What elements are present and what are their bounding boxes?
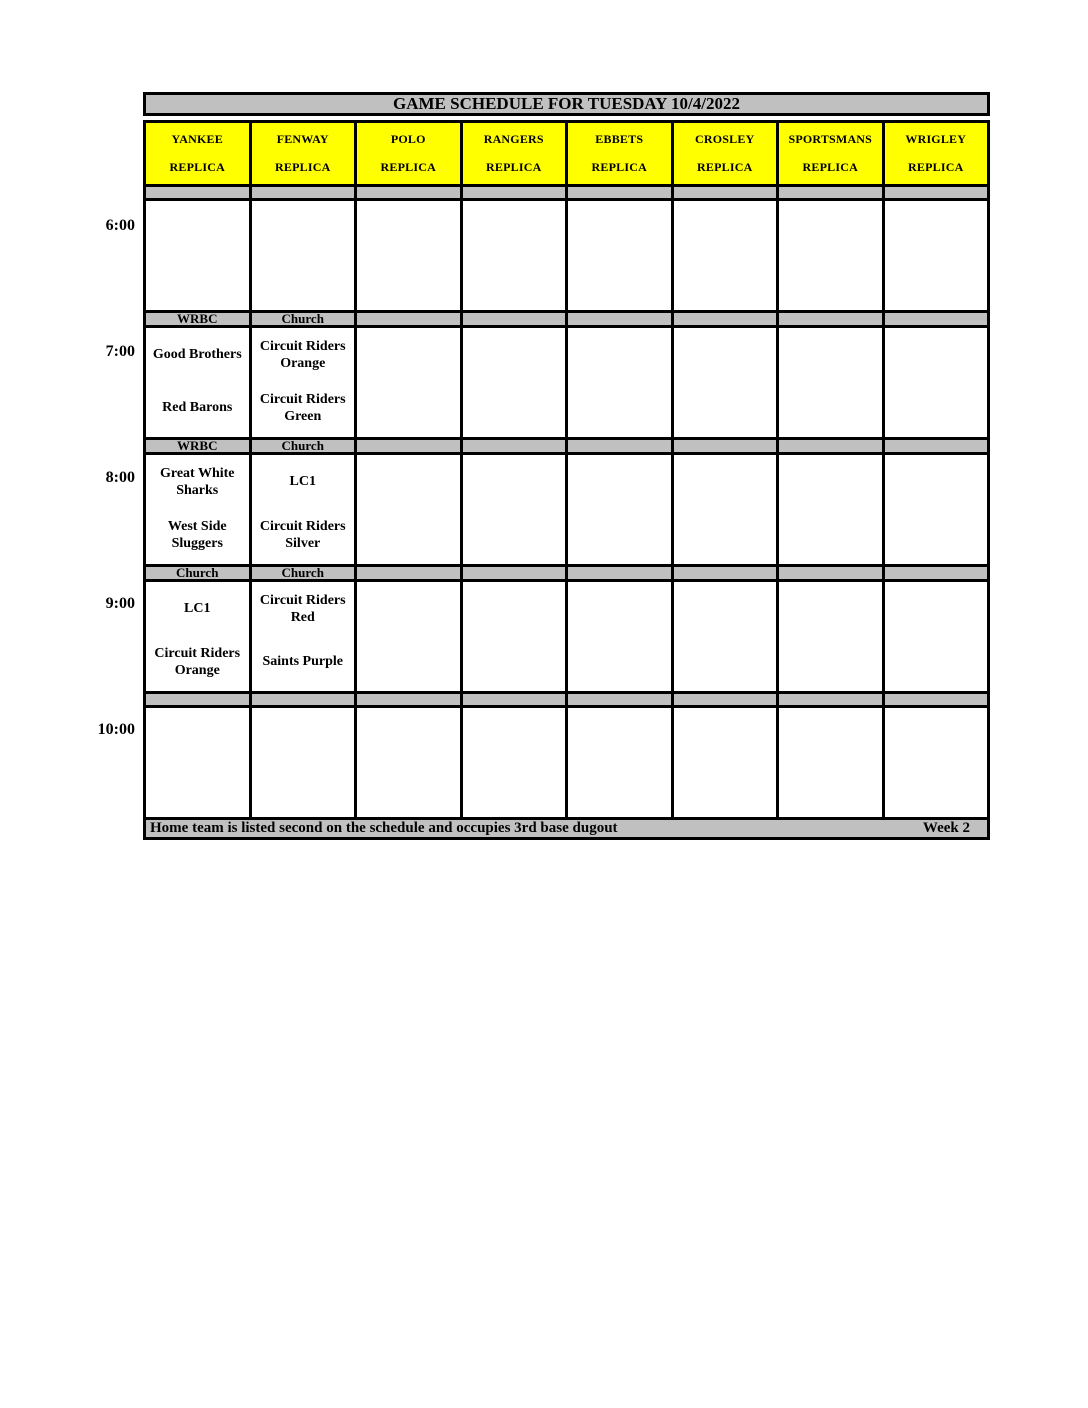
game-cell: [778, 454, 884, 566]
game-cell: [778, 581, 884, 693]
game-cell: [250, 454, 356, 566]
home-team: [568, 761, 671, 814]
venue-header-sportsmans: [778, 122, 884, 186]
venue-name: FENWAY: [276, 132, 329, 146]
away-team: [779, 201, 882, 254]
away-team: LC1: [289, 474, 316, 489]
band-cell: [883, 439, 989, 454]
away-team: [568, 328, 671, 381]
home-team: [463, 635, 566, 688]
hour-row-10: [145, 707, 989, 819]
home-team: [885, 381, 988, 434]
home-team: [779, 254, 882, 307]
game-cell: [145, 581, 251, 693]
band-cell: [778, 693, 884, 707]
game-cell: [567, 707, 673, 819]
home-team: [568, 635, 671, 688]
home-team: [146, 761, 249, 814]
band-cell: [883, 566, 989, 581]
venue-type: REPLICA: [275, 160, 331, 174]
band-cell: [883, 312, 989, 327]
home-team: [357, 635, 460, 688]
game-cell: [567, 581, 673, 693]
venue-type: REPLICA: [591, 160, 647, 174]
band-cell: [567, 312, 673, 327]
band-cell: [461, 186, 567, 200]
band-cell: Church: [250, 566, 356, 581]
home-team: [252, 761, 355, 814]
away-team: Circuit Riders Red: [259, 592, 346, 625]
home-team: [779, 635, 882, 688]
away-team: [252, 708, 355, 761]
venue-name: WRIGLEY: [905, 132, 967, 146]
venue-type: REPLICA: [380, 160, 436, 174]
game-cell: [672, 454, 778, 566]
band-cell: WRBC: [145, 439, 251, 454]
band-cell: [461, 566, 567, 581]
game-cell: [883, 327, 989, 439]
game-cell: [250, 707, 356, 819]
home-team: [357, 254, 460, 307]
band-cell: [145, 186, 251, 200]
away-team: [779, 708, 882, 761]
hour-row-9: [145, 581, 989, 693]
hour-row-7: [145, 327, 989, 439]
band-row-7: [145, 312, 989, 327]
home-team: Circuit Riders Green: [259, 391, 346, 424]
home-team: [674, 635, 777, 688]
game-cell: [356, 707, 462, 819]
game-cell: [778, 200, 884, 312]
band-cell: [567, 186, 673, 200]
away-team: [674, 328, 777, 381]
game-cell: [250, 581, 356, 693]
game-cell: [356, 581, 462, 693]
home-team: Red Barons: [162, 400, 233, 415]
venue-name: SPORTSMANS: [788, 132, 873, 146]
venue-header-wrigley: [883, 122, 989, 186]
away-team: [463, 328, 566, 381]
game-cell: [145, 707, 251, 819]
home-team: [674, 381, 777, 434]
game-cell: [250, 200, 356, 312]
venue-name: POLO: [390, 132, 426, 146]
band-row-9: [145, 566, 989, 581]
band-cell: [250, 186, 356, 200]
band-cell: [778, 439, 884, 454]
band-cell: WRBC: [145, 312, 251, 327]
away-team: [463, 455, 566, 508]
venue-name: CROSLEY: [695, 132, 755, 146]
band-row-6: [145, 186, 989, 200]
home-team: [146, 254, 249, 307]
time-label-8: 8:00: [105, 469, 135, 486]
home-team: [674, 254, 777, 307]
band-cell: [461, 439, 567, 454]
away-team: [885, 455, 988, 508]
game-cell: [461, 327, 567, 439]
away-team: [885, 582, 988, 635]
away-team: [568, 455, 671, 508]
band-cell: Church: [250, 312, 356, 327]
band-cell: [356, 186, 462, 200]
game-cell: [672, 327, 778, 439]
away-team: [885, 708, 988, 761]
away-team: [779, 582, 882, 635]
venue-type: REPLICA: [908, 160, 964, 174]
schedule-table: [143, 120, 990, 840]
band-cell: [567, 439, 673, 454]
home-team: Saints Purple: [262, 654, 343, 669]
home-team: [779, 381, 882, 434]
away-team: [674, 582, 777, 635]
away-team: [885, 328, 988, 381]
away-team: [674, 708, 777, 761]
home-team: West Side Sluggers: [167, 518, 227, 551]
game-cell: [778, 707, 884, 819]
home-team: [885, 508, 988, 561]
away-team: Great White Sharks: [159, 465, 235, 498]
game-cell: [356, 327, 462, 439]
venue-name: EBBETS: [595, 132, 644, 146]
band-cell: [778, 186, 884, 200]
game-cell: [567, 454, 673, 566]
away-team: [146, 708, 249, 761]
time-label-6: 6:00: [105, 217, 135, 234]
band-cell: [883, 693, 989, 707]
hour-row-6: [145, 200, 989, 312]
band-cell: [672, 566, 778, 581]
venue-header-fenway: [250, 122, 356, 186]
away-team: [357, 455, 460, 508]
away-team: [463, 708, 566, 761]
home-team: [463, 381, 566, 434]
venue-name: RANGERS: [483, 132, 544, 146]
away-team: [357, 201, 460, 254]
time-label-10: 10:00: [97, 721, 135, 738]
home-team: [568, 381, 671, 434]
time-label-9: 9:00: [105, 595, 135, 612]
home-team: [674, 761, 777, 814]
home-team: [463, 254, 566, 307]
game-cell: [461, 581, 567, 693]
venue-header-row: [145, 122, 989, 186]
game-cell: [672, 200, 778, 312]
home-team: [674, 508, 777, 561]
home-team: [568, 508, 671, 561]
venue-header-yankee: [145, 122, 251, 186]
schedule-title: GAME SCHEDULE FOR TUESDAY 10/4/2022: [143, 92, 990, 116]
home-team: [779, 508, 882, 561]
band-cell: [567, 566, 673, 581]
away-team: [357, 582, 460, 635]
game-cell: [778, 327, 884, 439]
band-cell: [672, 693, 778, 707]
game-cell: [567, 327, 673, 439]
venue-name: YANKEE: [171, 132, 223, 146]
away-team: [568, 708, 671, 761]
band-row-10: [145, 693, 989, 707]
away-team: LC1: [184, 601, 211, 616]
game-cell: [883, 454, 989, 566]
band-cell: [356, 439, 462, 454]
venue-header-crosley: [672, 122, 778, 186]
game-cell: [567, 200, 673, 312]
hour-row-8: [145, 454, 989, 566]
home-team: [357, 761, 460, 814]
game-cell: [883, 581, 989, 693]
away-team: [357, 708, 460, 761]
footer-note: Home team is listed second on the schedule and occupies 3rd base dugout: [150, 820, 618, 836]
game-cell: [672, 707, 778, 819]
away-team: [357, 328, 460, 381]
game-cell: [356, 200, 462, 312]
venue-type: REPLICA: [486, 160, 542, 174]
home-team: [885, 761, 988, 814]
band-cell: [778, 312, 884, 327]
game-cell: [461, 200, 567, 312]
venue-header-rangers: [461, 122, 567, 186]
venue-header-ebbets: [567, 122, 673, 186]
game-cell: [145, 200, 251, 312]
away-team: [568, 582, 671, 635]
away-team: [252, 201, 355, 254]
band-cell: [461, 693, 567, 707]
game-cell: [883, 707, 989, 819]
band-cell: [461, 312, 567, 327]
band-cell: [250, 693, 356, 707]
game-cell: [672, 581, 778, 693]
band-cell: [567, 693, 673, 707]
away-team: [463, 582, 566, 635]
band-cell: Church: [145, 566, 251, 581]
away-team: [779, 328, 882, 381]
away-team: [885, 201, 988, 254]
away-team: [146, 201, 249, 254]
home-team: [779, 761, 882, 814]
band-cell: [672, 312, 778, 327]
game-cell: [250, 327, 356, 439]
away-team: Good Brothers: [152, 347, 242, 362]
game-cell: [461, 707, 567, 819]
venue-type: REPLICA: [697, 160, 753, 174]
home-team: [357, 508, 460, 561]
away-team: [779, 455, 882, 508]
band-cell: [883, 186, 989, 200]
home-team: Circuit Riders Orange: [154, 645, 241, 678]
away-team: Circuit Riders Orange: [259, 338, 346, 371]
venue-type: REPLICA: [169, 160, 225, 174]
game-cell: [145, 454, 251, 566]
home-team: Circuit Riders Silver: [259, 518, 346, 551]
away-team: [568, 201, 671, 254]
band-cell: [672, 439, 778, 454]
band-row-8: [145, 439, 989, 454]
time-label-7: 7:00: [105, 343, 135, 360]
away-team: [463, 201, 566, 254]
game-cell: [356, 454, 462, 566]
band-cell: [145, 693, 251, 707]
home-team: [568, 254, 671, 307]
home-team: [357, 381, 460, 434]
footer-cell: [145, 819, 989, 839]
band-cell: [672, 186, 778, 200]
venue-type: REPLICA: [802, 160, 858, 174]
away-team: [674, 455, 777, 508]
band-cell: Church: [250, 439, 356, 454]
home-team: [885, 635, 988, 688]
band-cell: [778, 566, 884, 581]
venue-header-polo: [356, 122, 462, 186]
band-cell: [356, 312, 462, 327]
band-cell: [356, 693, 462, 707]
footer-row: [145, 819, 989, 839]
home-team: [463, 761, 566, 814]
home-team: [885, 254, 988, 307]
game-cell: [883, 200, 989, 312]
week-label: Week 2: [922, 820, 970, 836]
home-team: [252, 254, 355, 307]
band-cell: [356, 566, 462, 581]
game-cell: [145, 327, 251, 439]
game-cell: [461, 454, 567, 566]
away-team: [674, 201, 777, 254]
home-team: [463, 508, 566, 561]
